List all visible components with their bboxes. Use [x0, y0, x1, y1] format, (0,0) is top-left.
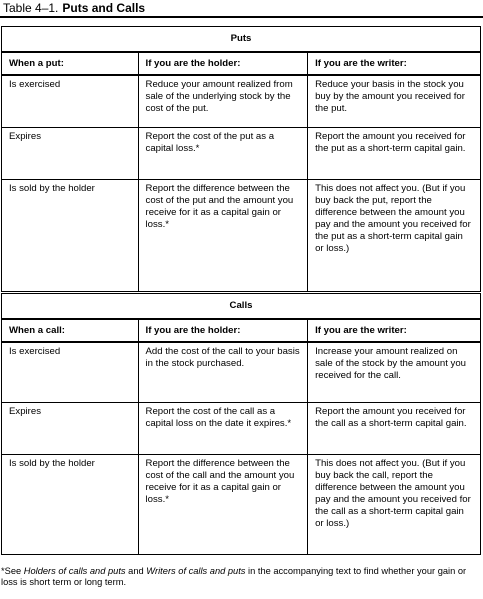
calls-col-when: When a call:: [2, 319, 139, 342]
footnote-suffix: in the accompanying text to find whether your gain or loss is short term or long term.: [1, 566, 467, 587]
puts-heading: Puts: [2, 27, 481, 53]
calls-row-expires-writer: Report the amount you received for the call as a short-term capital gain.: [308, 402, 481, 454]
table-row: [2, 454, 481, 554]
puts-row-sold-when: Is sold by the holder: [2, 179, 139, 291]
calls-row-exercised-when: Is exercised: [2, 342, 139, 402]
puts-row-exercised-writer: Reduce your basis in the stock you buy by the amount you received for the put.: [308, 75, 481, 127]
calls-col-holder: If you are the holder:: [138, 319, 308, 342]
puts-col-writer: If you are the writer:: [308, 52, 481, 75]
puts-row-expires-holder: Report the cost of the put as a capital loss.*: [138, 127, 308, 179]
footnote: [1, 566, 481, 588]
table-row: [2, 179, 481, 291]
puts-row-expires-when: Expires: [2, 127, 139, 179]
calls-heading: Calls: [2, 294, 481, 320]
puts-col-when: When a put:: [2, 52, 139, 75]
table-caption: [3, 1, 145, 15]
puts-row-sold-writer: This does not affect you. (But if you buy back the put, report the difference between the amount you pay and the amount you received for the put as a short-term capital gain or loss.): [308, 179, 481, 291]
calls-table: [1, 293, 481, 555]
footnote-ref-writers: Writers of calls and puts: [146, 566, 246, 576]
table-label: Table 4–1.: [3, 1, 59, 15]
table-row: [2, 127, 481, 179]
table-title: Puts and Calls: [62, 1, 146, 15]
table-row: [2, 75, 481, 127]
puts-row-sold-holder: Report the difference between the cost of the put and the amount you receive for it as a capital gain or loss.*: [138, 179, 308, 291]
calls-row-exercised-writer: Increase your amount realized on sale of the stock by the amount you received for the call.: [308, 342, 481, 402]
puts-row-exercised-when: Is exercised: [2, 75, 139, 127]
calls-row-expires-holder: Report the cost of the call as a capital loss on the date it expires.*: [138, 402, 308, 454]
calls-col-writer: If you are the writer:: [308, 319, 481, 342]
puts-row-expires-writer: Report the amount you received for the put as a short-term capital gain.: [308, 127, 481, 179]
puts-col-holder: If you are the holder:: [138, 52, 308, 75]
calls-row-exercised-holder: Add the cost of the call to your basis in the stock purchased.: [138, 342, 308, 402]
table-row: [2, 342, 481, 402]
footnote-mid: and: [125, 566, 147, 576]
puts-table: [1, 26, 481, 292]
footnote-ref-holders: Holders of calls and puts: [23, 566, 126, 576]
footnote-prefix: *See: [1, 566, 24, 576]
puts-row-exercised-holder: Reduce your amount realized from sale of the underlying stock by the cost of the put.: [138, 75, 308, 127]
calls-row-sold-writer: This does not affect you. (But if you buy back the call, report the difference between the amount you pay and the amount you received for the call as a short-term capital gain or loss.): [308, 454, 481, 554]
calls-row-sold-holder: Report the difference between the cost of the call and the amount you receive for it as a capital gain or loss.*: [138, 454, 308, 554]
calls-row-expires-when: Expires: [2, 402, 139, 454]
calls-row-sold-when: Is sold by the holder: [2, 454, 139, 554]
table-row: [2, 402, 481, 454]
caption-rule: [0, 16, 483, 18]
